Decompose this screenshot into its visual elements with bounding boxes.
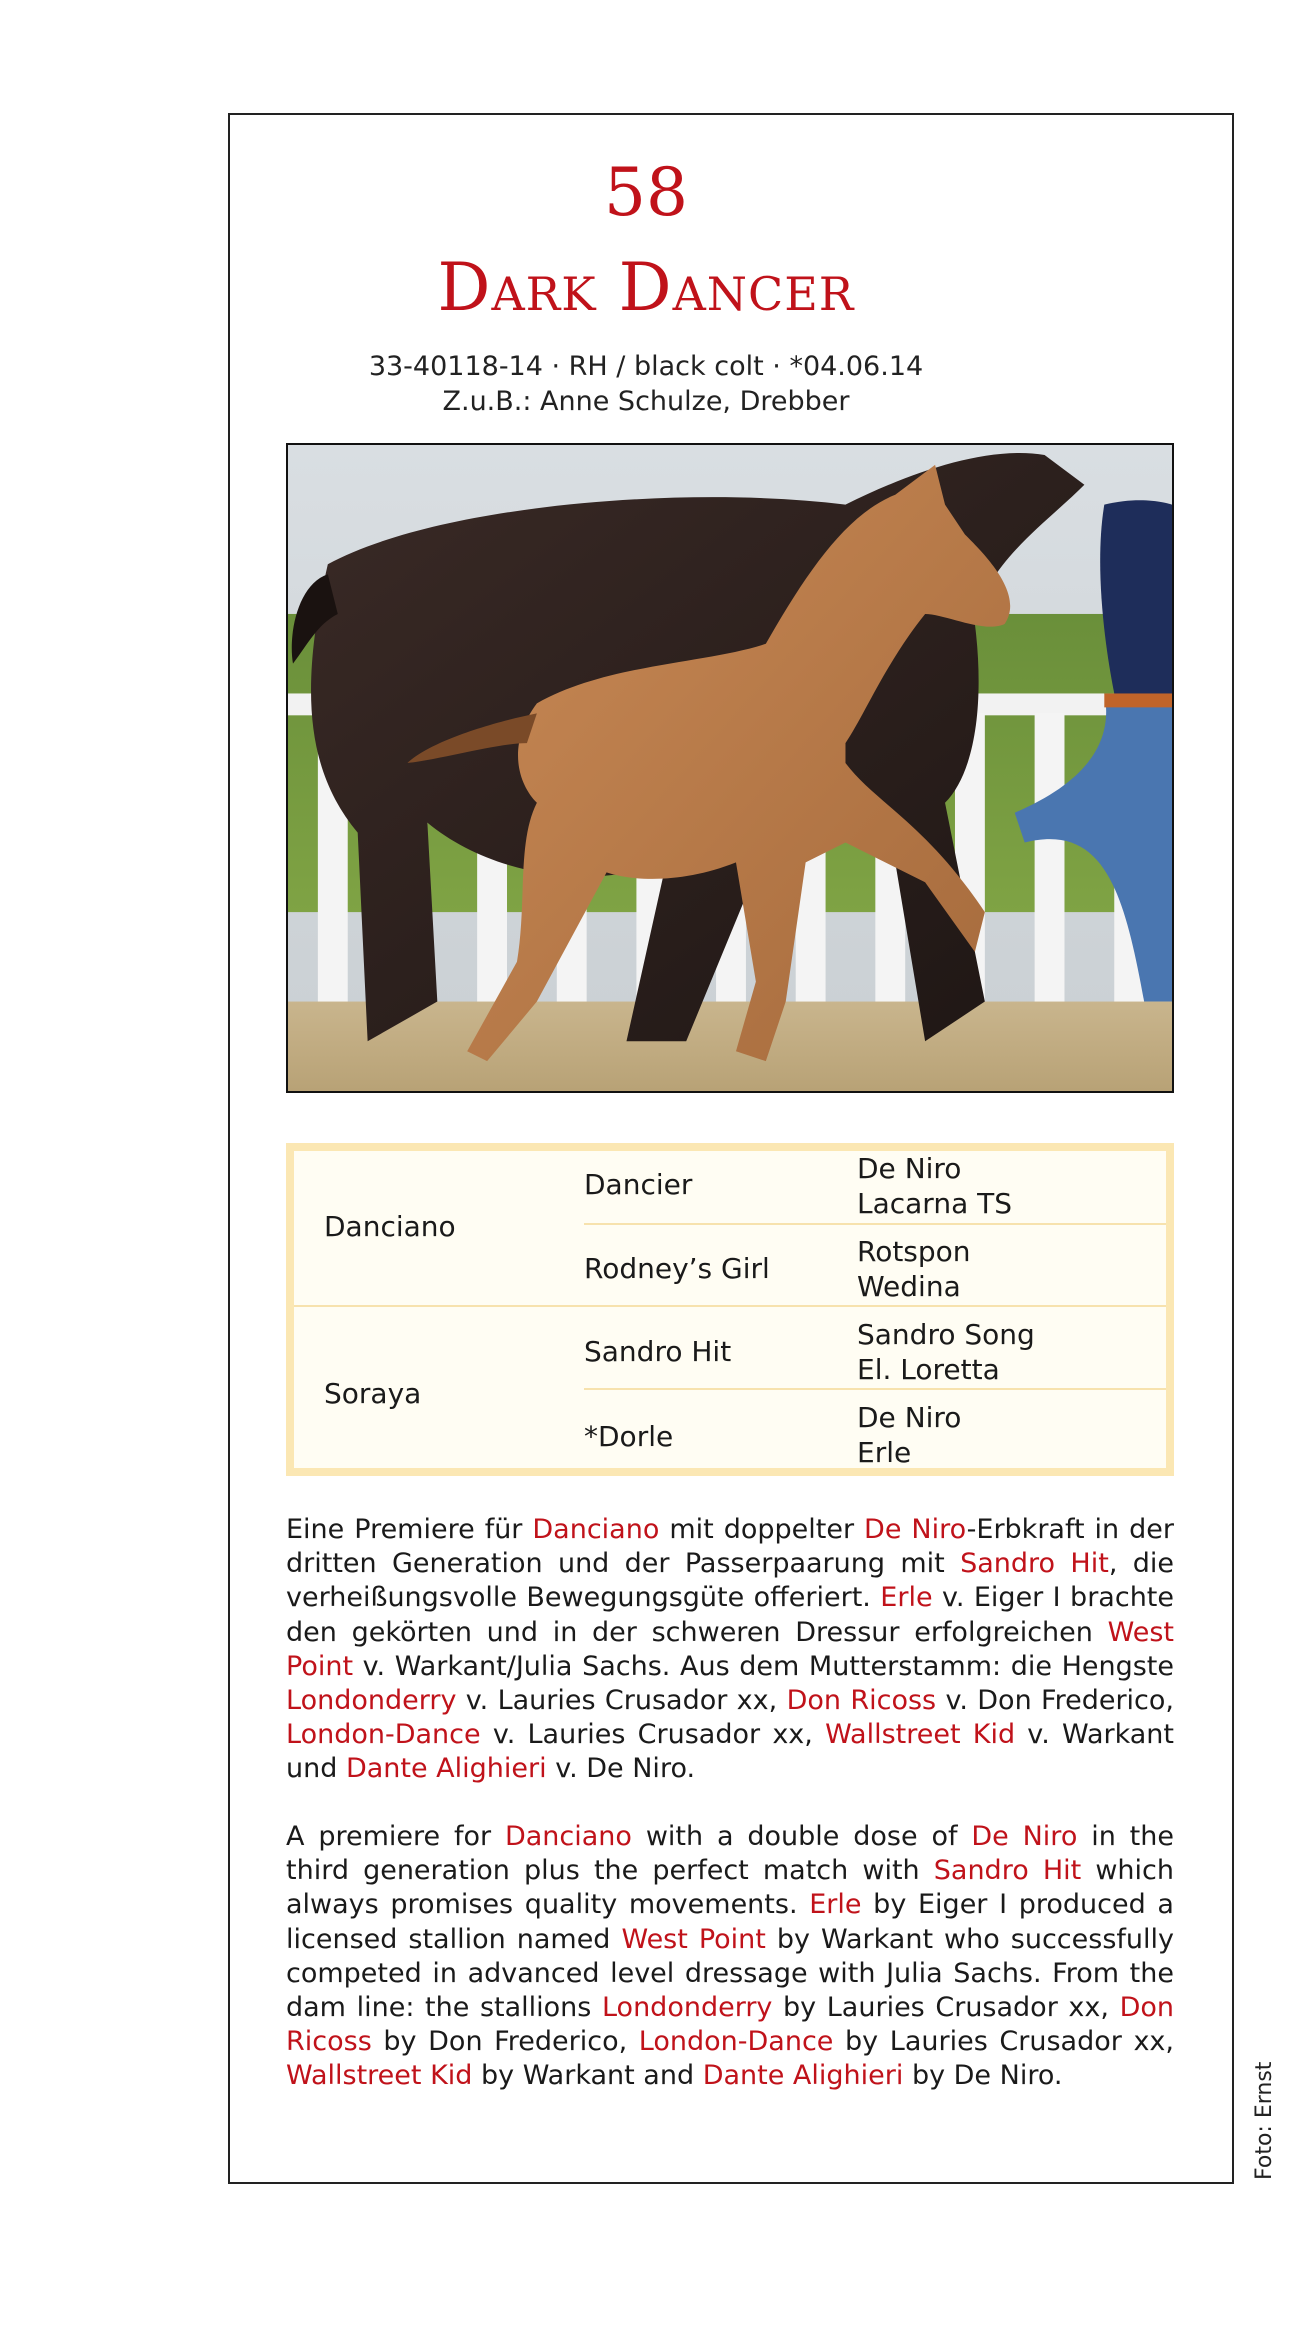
- pedigree-gen3: Wedina: [857, 1270, 961, 1303]
- pedigree-gen3: De Niro: [857, 1401, 962, 1434]
- text-run: by Don Frederico,: [371, 2026, 639, 2058]
- text-run: Eine Premiere für: [286, 1514, 533, 1545]
- horse-photo: [286, 443, 1174, 1093]
- pedigree-dam: Soraya: [324, 1377, 422, 1410]
- text-run-highlight: London-Dance: [638, 2026, 834, 2058]
- pedigree-divider: [584, 1388, 1166, 1390]
- text-run: in the third generation plus the perfect match with: [286, 1821, 1174, 1887]
- horse-photo-icon: [288, 445, 1172, 1091]
- text-run-highlight: De Niro: [971, 1821, 1078, 1852]
- text-run-highlight: Don Ricoss: [286, 1992, 1174, 2058]
- text-run-highlight: Erle: [809, 1889, 862, 1921]
- pedigree-gen3: El. Loretta: [857, 1353, 1000, 1386]
- text-run-highlight: Dante Alighieri: [702, 2060, 904, 2092]
- text-run: v. Eiger I brachte den gekörten und in der schweren Dressur erfolgreichen: [286, 1582, 1174, 1648]
- text-run-highlight: Danciano: [504, 1821, 632, 1852]
- text-run: v. Don Frederico,: [936, 1685, 1175, 1717]
- text-run: A premiere for: [286, 1821, 505, 1852]
- pedigree-sire: Danciano: [324, 1210, 456, 1243]
- pedigree-gen3: Sandro Song: [857, 1318, 1035, 1351]
- text-run: by Warkant who successfully competed in advanced level dressage with Julia Sachs. From the dam line: the stallions: [286, 1923, 1174, 2024]
- pedigree-table: [286, 1143, 1174, 1476]
- text-run: by Eiger I produced a licensed stallion named: [286, 1889, 1174, 1955]
- pedigree-divider: [294, 1305, 1166, 1307]
- text-run: v. Warkant/Julia Sachs. Aus dem Mutterstamm: die Hengste: [353, 1650, 1174, 1682]
- breeder-info: Z.u.B.: Anne Schulze, Drebber: [442, 386, 850, 417]
- pedigree-gen3: De Niro: [857, 1152, 962, 1185]
- text-run-highlight: Dante Alighieri: [345, 1753, 547, 1785]
- text-run: by De Niro.: [903, 2060, 1063, 2092]
- text-run-highlight: West Point: [621, 1923, 766, 1955]
- description-german: [286, 1513, 1174, 1787]
- text-run: v. De Niro.: [546, 1753, 696, 1785]
- lot-number: 58: [604, 154, 688, 231]
- text-run-highlight: Danciano: [532, 1514, 660, 1545]
- pedigree-sire-dam: Rodney’s Girl: [584, 1252, 770, 1285]
- text-run: v. Lauries Crusador xx,: [456, 1685, 787, 1717]
- text-run-highlight: Don Ricoss: [786, 1685, 937, 1717]
- text-run-highlight: Londonderry: [286, 1685, 457, 1717]
- pedigree-gen3: Erle: [857, 1436, 912, 1469]
- text-run-highlight: Wallstreet Kid: [286, 2060, 473, 2092]
- description-english: [286, 1820, 1174, 2094]
- text-run-highlight: West Point: [286, 1616, 1174, 1682]
- horse-details: 33-40118-14 · RH / black colt · *04.06.14: [368, 351, 924, 382]
- text-run-highlight: Londonderry: [601, 1992, 773, 2024]
- pedigree-gen3: Rotspon: [857, 1235, 971, 1268]
- pedigree-divider: [584, 1223, 1166, 1225]
- text-run-highlight: London-Dance: [286, 1719, 481, 1751]
- text-run: mit doppelter: [659, 1514, 865, 1545]
- photo-credit: Foto: Ernst: [1252, 2061, 1277, 2180]
- text-run-highlight: Wallstreet Kid: [825, 1719, 1016, 1751]
- text-run: , die verheißungsvolle Bewegungsgüte offeriert.: [286, 1548, 1174, 1614]
- pedigree-sire-sire: Dancier: [584, 1168, 693, 1201]
- text-run-highlight: Sandro Hit: [933, 1855, 1082, 1887]
- text-run-highlight: Sandro Hit: [960, 1548, 1109, 1580]
- text-run: by Lauries Crusador xx,: [772, 1992, 1120, 2024]
- text-run: by Lauries Crusador xx,: [833, 2026, 1174, 2058]
- text-run: v. Warkant und: [286, 1719, 1174, 1785]
- horse-name: Dark Dancer: [437, 249, 855, 326]
- text-run: by Warkant and: [472, 2060, 703, 2092]
- text-run-highlight: De Niro: [864, 1514, 967, 1545]
- text-run: with a double dose of: [631, 1821, 972, 1852]
- text-run: v. Lauries Crusador xx,: [480, 1719, 826, 1751]
- text-run: which always promises quality movements.: [286, 1855, 1174, 1921]
- text-run-highlight: Erle: [880, 1582, 933, 1614]
- text-run: -Erbkraft in der dritten Generation und der Passerpaarung mit: [286, 1514, 1174, 1580]
- pedigree-dam-dam: *Dorle: [584, 1420, 674, 1453]
- pedigree-dam-sire: Sandro Hit: [584, 1335, 732, 1368]
- pedigree-gen3: Lacarna TS: [857, 1187, 1013, 1220]
